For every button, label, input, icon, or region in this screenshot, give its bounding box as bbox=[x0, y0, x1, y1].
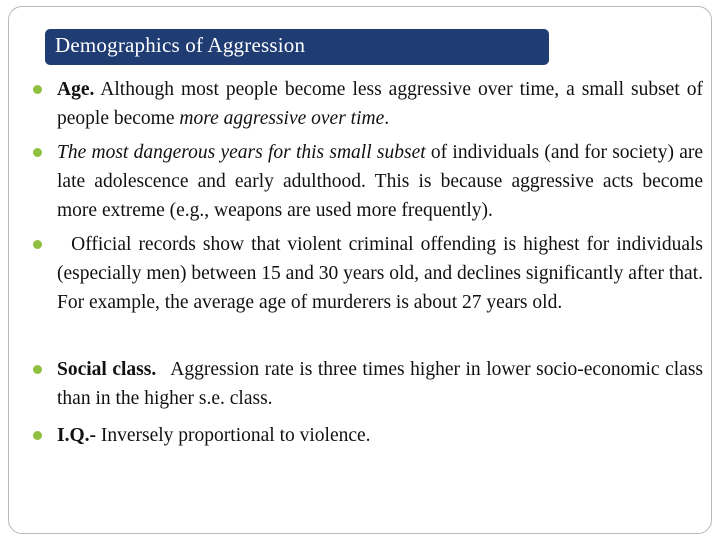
bullet-social-class bbox=[31, 355, 703, 413]
bullet-marker bbox=[33, 85, 42, 94]
bullet-text bbox=[57, 421, 703, 450]
bullet-marker bbox=[33, 365, 42, 374]
slide bbox=[8, 6, 712, 534]
bullet-age bbox=[31, 75, 703, 133]
bullet-iq bbox=[31, 421, 703, 450]
bullet-lead: Social class. bbox=[57, 359, 157, 380]
bullet-text bbox=[57, 138, 703, 225]
bullet-text-part: . bbox=[384, 108, 390, 129]
bullet-dangerous-years bbox=[31, 138, 703, 225]
bullet-text bbox=[57, 75, 703, 133]
bullet-marker bbox=[33, 240, 42, 249]
bullet-lead: Age. bbox=[57, 79, 95, 100]
bullet-text-part: Although most people become less aggressive over time, a small subset of people become bbox=[57, 79, 703, 129]
bullet-official-records bbox=[31, 230, 703, 317]
bullet-text-part: Aggression rate is three times higher in lower socio-economic class than in the higher s.e. class. bbox=[57, 359, 704, 409]
bullet-text-part: Official records show that violent criminal offending is highest for individuals (especially men) between 15 and 30 years old, and declines significantly after that. For example, the average age of murderers is about 27 years old. bbox=[57, 234, 704, 313]
bullet-list bbox=[31, 75, 703, 450]
bullet-text bbox=[57, 230, 703, 317]
bullet-text-part: of individuals (and for society) are late adolescence and early adulthood. This is because aggressive acts become more extreme (e.g., weapons are used more frequently). bbox=[57, 142, 704, 221]
bullet-lead: I.Q.- bbox=[57, 425, 96, 446]
emphasis-text: more aggressive over time bbox=[179, 108, 385, 129]
bullet-marker bbox=[33, 431, 42, 440]
bullet-marker bbox=[33, 148, 42, 157]
slide-title: Demographics of Aggression bbox=[45, 29, 549, 65]
bullet-text bbox=[57, 355, 703, 413]
bullet-text-part: Inversely proportional to violence. bbox=[96, 425, 371, 446]
emphasis-text: The most dangerous years for this small subset bbox=[57, 142, 426, 163]
